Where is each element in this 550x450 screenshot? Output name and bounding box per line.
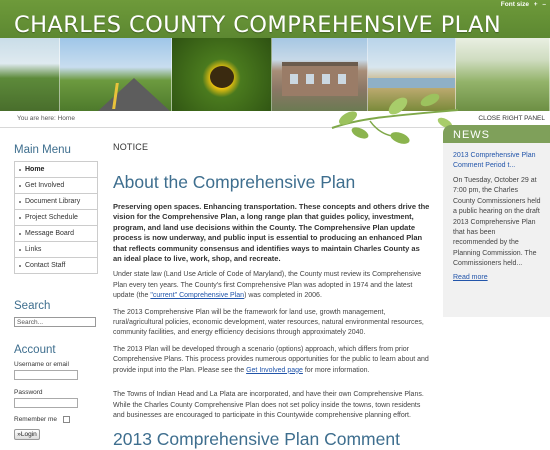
menu-item-get-involved[interactable]: Get Involved [14,178,98,194]
password-field[interactable] [14,398,78,408]
comment-section-title: 2013 Comprehensive Plan Comment [113,429,400,450]
username-label: Username or email [14,361,69,368]
news-item-title-link[interactable]: 2013 Comprehensive Plan Comment Period t... [453,152,536,169]
remember-me-label: Remember me [14,416,57,423]
grass-photo [456,38,550,111]
font-smaller-button[interactable]: – [542,1,546,8]
username-field[interactable] [14,370,78,380]
font-size-label: Font size [500,1,529,8]
paragraph-scenario [113,345,430,376]
get-involved-link[interactable]: Get Involved page [246,366,303,374]
menu-item-project-schedule[interactable]: Project Schedule [14,210,98,226]
login-button[interactable]: »Login [14,429,40,440]
site-title[interactable]: CHARLES COUNTY COMPREHENSIVE PLAN [14,12,502,38]
remember-me-checkbox[interactable] [63,416,70,423]
menu-item-contact-staff[interactable]: Contact Staff [14,258,98,274]
font-bigger-button[interactable]: + [533,1,538,8]
news-header [443,125,550,143]
news-panel [443,125,550,325]
menu-item-document-library[interactable]: Document Library [14,194,98,210]
news-item-text: On Tuesday, October 29 at 7:00 pm, the Charles County Commissioners held a public hearing on the draft 2013 Comprehensive Plan that has been recommended by the Planning Commission. The Commissioners held... [453,177,541,268]
paragraph-text: The 2013 Plan will be developed through a scenario (options) approach, which differs from prior Comprehensive Plans. This process provides numerous opportunities for the public to learn about and provide input into the Plan. Please see the [113,345,429,374]
paragraph-text: ) was completed in 2006. [244,292,322,300]
notice-heading: NOTICE [113,142,149,152]
main-content [113,138,430,450]
remember-me-row [14,416,98,423]
menu-item-message-board[interactable]: Message Board [14,226,98,242]
main-menu [14,161,98,274]
paragraph-towns: The Towns of Indian Head and La Plata are incorporated, and have their own Comprehensive Plans. While the Charles County Comprehensive Plan does not set policy inside the towns, town residents and businesses are encouraged to participate in this Countywide comprehensive planning effort. [113,391,424,419]
account-heading: Account [14,344,56,356]
left-sidebar [14,144,98,440]
field-photo [0,38,60,111]
news-heading: NEWS [453,129,490,141]
road-photo [60,38,172,111]
menu-item-links[interactable]: Links [14,242,98,258]
site-header [0,0,550,111]
font-size-controls [498,1,546,8]
search-input[interactable]: Search... [14,317,96,327]
current-plan-link[interactable]: "current" Comprehensive Plan [150,292,245,300]
menu-item-home[interactable]: Home [14,162,98,178]
flower-photo [172,38,272,111]
paragraph-framework: The 2013 Comprehensive Plan will be the framework for land use, growth management, rural/agricultural policies, economic development, water resources, natural environmental resources, community facilities, and energy efficiency decisions through approximately 2040. [113,308,424,337]
page-title: About the Comprehensive Plan [113,172,356,192]
lead-paragraph: Preserving open spaces. Enhancing transportation. These concepts and others drive the vision for the Comprehensive Plan, a long range plan that guides policy, investment, program, and land use decisions within the County. The Comprehensive Plan update process is now underway, and public input is essential to producing an enhanced Plan that reflects community consensus and identifies ways to maintain Charles County as an ideal place to live, work, shop, and recreate. [113,202,430,264]
paragraph-text: Under state law (Land Use Article of Code of Maryland), the County must review its Comprehensive Plan every ten years. The County's first Comprehensive Plan was adopted in 1974 and the latest update (the [113,271,422,300]
main-menu-heading: Main Menu [14,144,71,156]
news-body [443,143,550,317]
paragraph-state-law [113,270,430,301]
search-heading: Search [14,300,51,312]
read-more-link[interactable]: Read more [453,273,488,281]
breadcrumb: You are here: Home [17,115,75,122]
password-label: Password [14,389,43,396]
close-right-panel-button[interactable]: CLOSE RIGHT PANEL [478,115,545,122]
header-photo-strip [0,38,550,111]
paragraph-text: for more information. [302,366,370,374]
